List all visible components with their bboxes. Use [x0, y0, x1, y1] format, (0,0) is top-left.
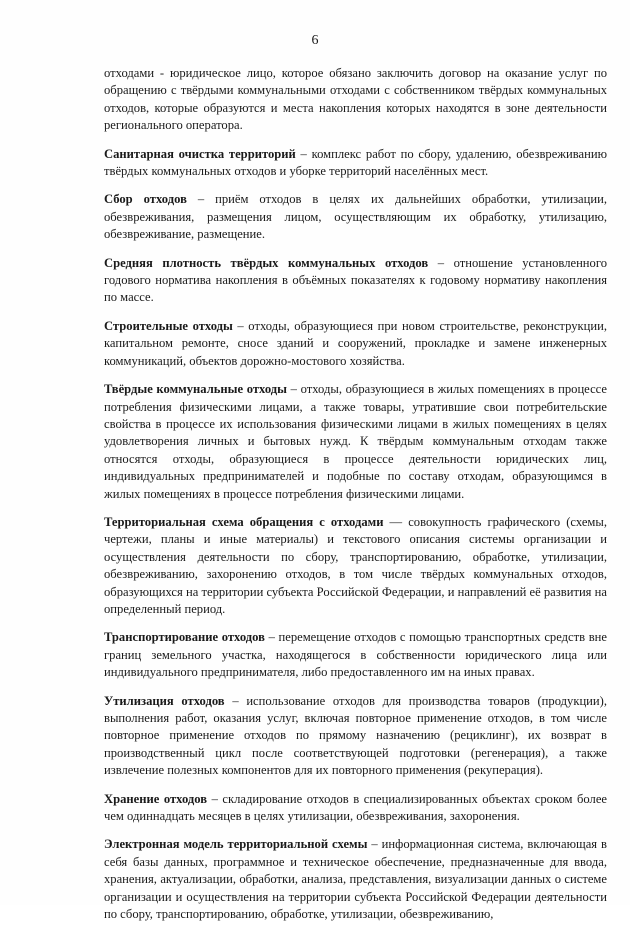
definition-term: Транспортирование отходов — [104, 630, 265, 645]
definition-term: Электронная модель территориальной схемы — [104, 837, 368, 852]
definition-term: Строительные отходы — [104, 318, 233, 333]
definition-text: – информационная система, включающая в себя базы данных, программное и техническое обеспечение, предназначенные для ввода, хранения, актуализации, обработки, анализа, представления, визуализации данных о системе организации и осуществления на территории субъекта Российской Федерации деятельности по сбору, транспортированию, обработке, утилизации, обезвреживанию, — [104, 837, 607, 922]
definition-paragraph — [104, 255, 607, 307]
definition-term: Сбор отходов — [104, 192, 187, 207]
definition-text: – комплекс работ по сбору, удалению, обезвреживанию твёрдых коммунальных отходов и уборке территорий населённых мест. — [104, 146, 607, 179]
definition-term: Твёрдые коммунальные отходы — [104, 382, 288, 397]
definition-paragraph — [104, 514, 607, 618]
definition-paragraph — [104, 146, 607, 181]
definition-text: – использование отходов для производства товаров (продукции), выполнения работ, оказания услуг, включая повторное применение отходов, в том числе повторное применение отходов по прямому назначению (рециклинг), их возврат в производственный цикл после соответствующей подготовки (регенерация), а также извлечение полезных компонентов для их повторного применения (рекуперация). — [104, 693, 608, 778]
definition-paragraph — [104, 836, 607, 923]
definition-term: Санитарная очистка территорий — [104, 146, 296, 161]
definition-text: – перемещение отходов с помощью транспортных средств вне границ земельного участка, находящегося в собственности юридического лица или индивидуального предпринимателя, либо предоставленного им на иных правах. — [104, 630, 607, 680]
definition-paragraph — [104, 791, 607, 826]
definition-paragraph — [104, 381, 607, 503]
definition-text: – отходы, образующиеся при новом строительстве, реконструкции, капитальном ремонте, сносе зданий и сооружений, прокладке и замене инженерных коммуникаций, объектов дорожно-мостового хозяйства. — [104, 318, 607, 368]
definition-text: – складирование отходов в специализированных объектах сроком более чем одиннадцать месяцев в целях утилизации, обезвреживания, захоронения. — [104, 791, 607, 824]
definition-text: – приём отходов в целях их дальнейших обработки, утилизации, обезвреживания, размещения лицом, осуществляющим их обработку, утилизацию, обезвреживание, размещение. — [104, 192, 607, 242]
page-number: 6 — [311, 33, 319, 48]
definition-term: Хранение отходов — [104, 791, 208, 806]
definition-term: Утилизация отходов — [104, 693, 225, 708]
definition-term: Территориальная схема обращения с отходами — [104, 514, 384, 529]
definition-paragraph — [104, 693, 607, 780]
document-body — [104, 65, 607, 934]
definition-paragraph — [104, 191, 607, 243]
definition-text: — совокупность графического (схемы, чертежи, планы и иные материалы) и текстового описания системы организации и осуществления деятельности по сбору, транспортированию, обработке, утилизации, обезвреживанию, захоронению отходов, в том числе твёрдых коммунальных отходов, образующихся на территории субъекта Российской Федерации, и направлений её развития на определенный период. — [104, 514, 607, 616]
definition-paragraph — [104, 318, 607, 370]
definition-text: – отходы, образующиеся в жилых помещениях в процессе потребления физическими лицами, а также товары, утратившие свои потребительские свойства в процессе их использования физическими лицами в жилых помещениях в целях удовлетворения личных и бытовых нужд. К твёрдым коммунальным отходам также относятся отходы, образующиеся в процессе деятельности юридических лиц, индивидуальных предпринимателей и подобные по составу отходам, образующимся в жилых помещениях в процессе потребления физическими лицами. — [104, 382, 608, 501]
definition-paragraph — [104, 629, 607, 681]
intro-paragraph: отходами - юридическое лицо, которое обязано заключить договор на оказание услуг по обращению с твёрдыми коммунальными отходами с собственником твёрдых коммунальных отходов, которые образуются и места накопления которых находятся в зоне деятельности регионального оператора. — [104, 66, 607, 133]
definition-text: – отношение установленного годового норматива накопления в объёмных показателях к годовому нормативу накопления по массе. — [104, 255, 607, 305]
definition-term: Средняя плотность твёрдых коммунальных отходов — [104, 255, 429, 270]
